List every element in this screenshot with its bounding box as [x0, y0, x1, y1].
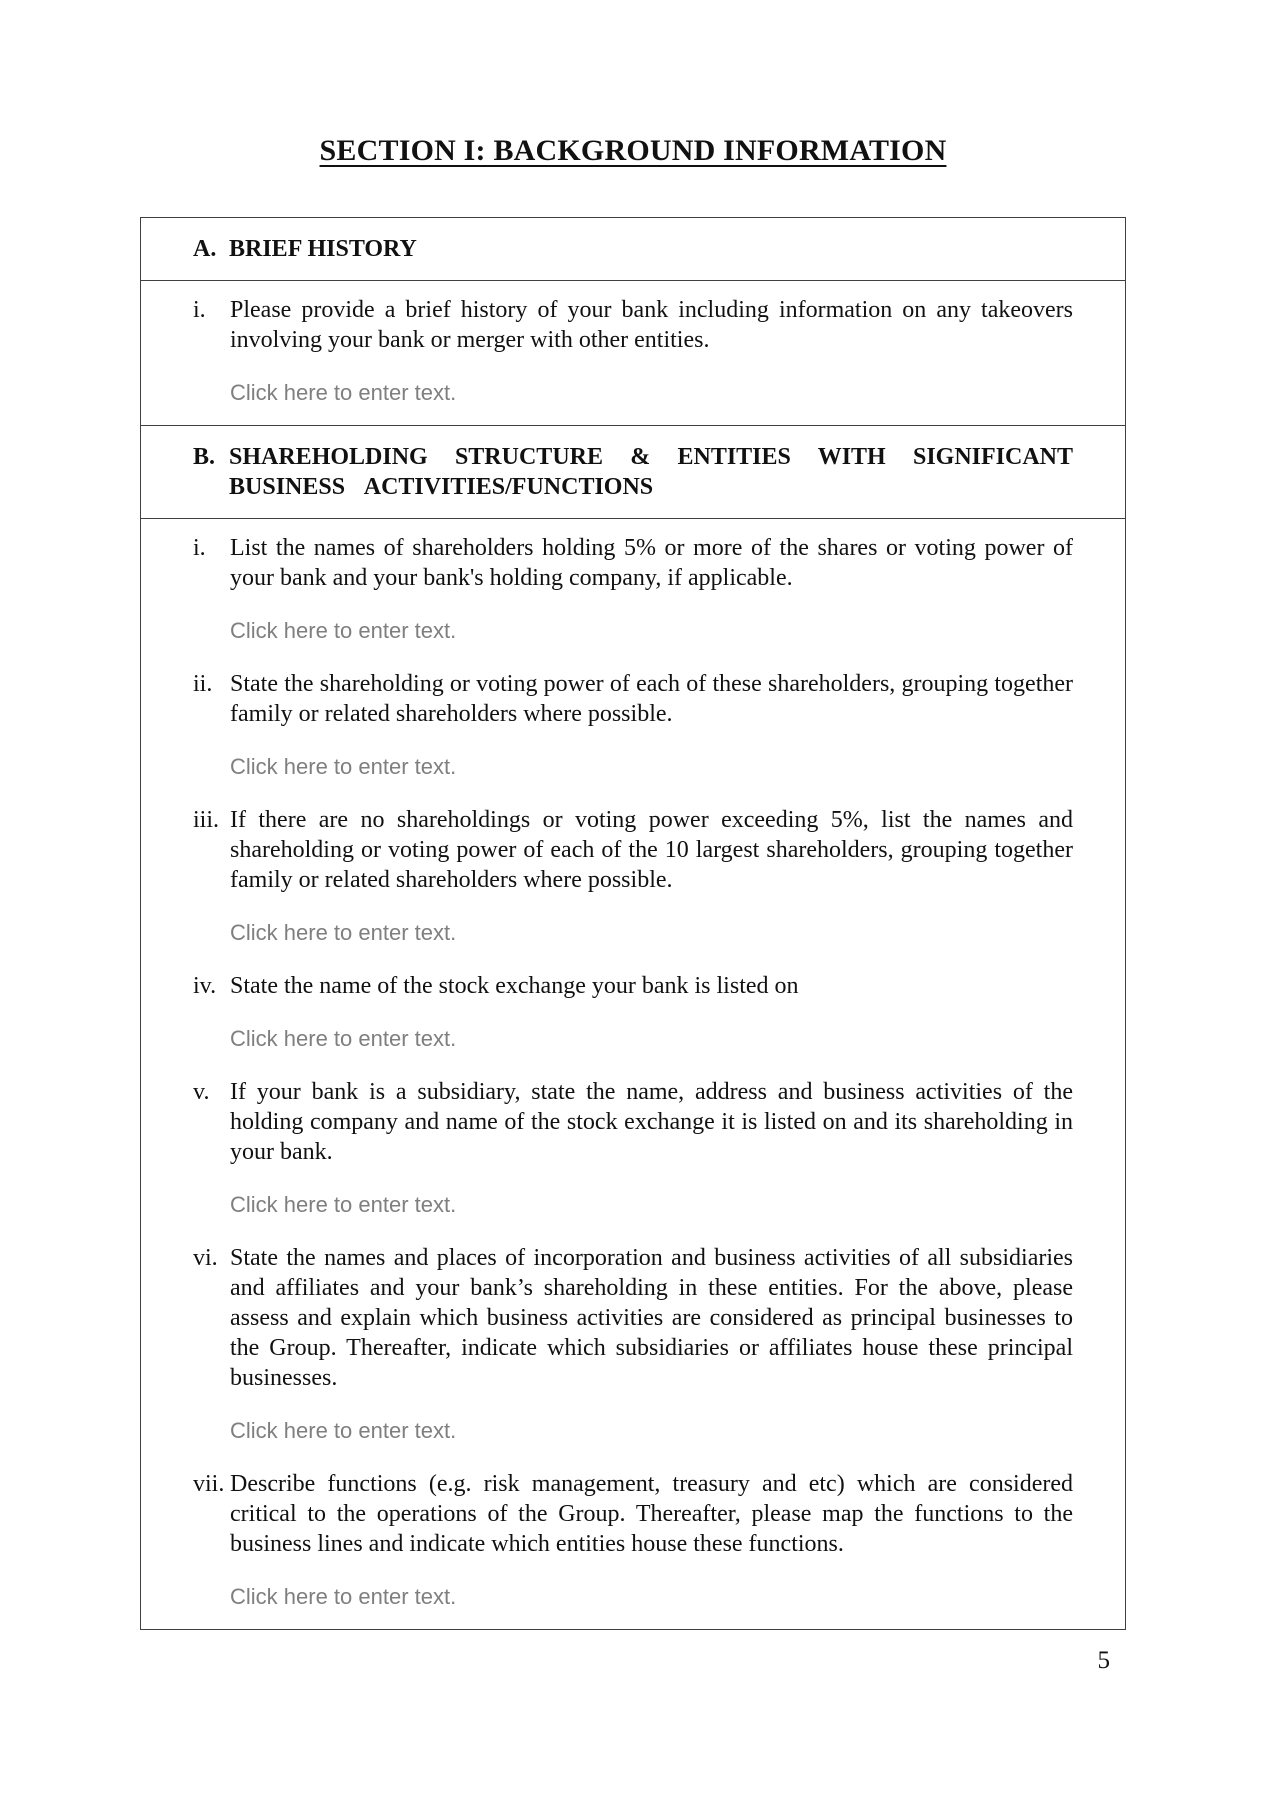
question-text: State the shareholding or voting power of each of these shareholders, grouping together family or related shareholders where possible.	[230, 671, 1073, 727]
question-text: If your bank is a subsidiary, state the name, address and business activities of the holding company and name of the stock exchange it is listed on and its shareholding in your bank.	[230, 1079, 1073, 1165]
question-item	[193, 669, 1073, 805]
question-item	[193, 805, 1073, 971]
question-item	[193, 1243, 1073, 1469]
section-b-header	[141, 425, 1125, 518]
item-number: iv.	[193, 973, 217, 999]
question-item	[193, 971, 1073, 1077]
section-a-header	[141, 218, 1125, 280]
page-number: 5	[1097, 1647, 1110, 1674]
section-b-heading-line2: BUSINESS ACTIVITIES/FUNCTIONS	[229, 474, 654, 500]
page-title: SECTION I: BACKGROUND INFORMATION	[319, 134, 947, 167]
item-body	[230, 295, 1073, 407]
section-b-label: B.	[193, 444, 216, 470]
section-a-heading: BRIEF HISTORY	[229, 236, 417, 262]
item-number: i.	[193, 535, 206, 561]
item-body	[230, 971, 1073, 1077]
question-item	[193, 1077, 1073, 1243]
text-entry-placeholder[interactable]: Click here to enter text.	[230, 920, 457, 945]
text-entry-placeholder[interactable]: Click here to enter text.	[230, 1192, 457, 1217]
text-entry-placeholder[interactable]: Click here to enter text.	[230, 1584, 457, 1609]
section-a-content	[141, 280, 1125, 425]
text-entry-placeholder[interactable]: Click here to enter text.	[230, 380, 457, 405]
section-b-heading	[229, 442, 1073, 502]
text-entry-placeholder[interactable]: Click here to enter text.	[230, 618, 457, 643]
question-text: Please provide a brief history of your bank including information on any takeovers involving your bank or merger with other entities.	[230, 297, 1073, 353]
item-body	[230, 669, 1073, 805]
question-text: State the name of the stock exchange your bank is listed on	[230, 973, 799, 999]
item-body	[230, 805, 1073, 971]
text-entry-placeholder[interactable]: Click here to enter text.	[230, 1418, 457, 1443]
text-entry-placeholder[interactable]: Click here to enter text.	[230, 754, 457, 779]
item-body	[230, 1243, 1073, 1469]
item-number: vi.	[193, 1245, 218, 1271]
text-entry-placeholder[interactable]: Click here to enter text.	[230, 1026, 457, 1051]
item-body	[230, 1077, 1073, 1243]
section-b-content	[141, 518, 1125, 1629]
item-number: ii.	[193, 671, 213, 697]
background-info-table	[140, 217, 1126, 1630]
item-number: v.	[193, 1079, 210, 1105]
section-b-heading-line1: SHAREHOLDING STRUCTURE & ENTITIES WITH SIGNIFICANT	[229, 444, 1073, 470]
question-text: Describe functions (e.g. risk management, treasury and etc) which are considered critical to the operations of the Group. Thereafter, please map the functions to the business lines and indicate which entities house these functions.	[230, 1471, 1073, 1557]
section-a-label: A.	[193, 236, 217, 262]
item-body	[230, 1469, 1073, 1611]
item-number: iii.	[193, 807, 220, 833]
item-number: i.	[193, 297, 206, 323]
question-item	[193, 295, 1073, 407]
question-text: List the names of shareholders holding 5% or more of the shares or voting power of your bank and your bank's holding company, if applicable.	[230, 535, 1073, 591]
question-text: If there are no shareholdings or voting power exceeding 5%, list the names and shareholding or voting power of each of the 10 largest shareholders, grouping together family or related shareholders where possible.	[230, 807, 1073, 893]
question-text: State the names and places of incorporation and business activities of all subsidiaries and affiliates and your bank’s shareholding in these entities. For the above, please assess and explain which business activities are considered as principal businesses to the Group. Thereafter, indicate which subsidiaries or affiliates house these principal businesses.	[230, 1245, 1073, 1391]
question-item	[193, 1469, 1073, 1611]
question-item	[193, 533, 1073, 669]
item-number: vii.	[193, 1471, 225, 1497]
item-body	[230, 533, 1073, 669]
